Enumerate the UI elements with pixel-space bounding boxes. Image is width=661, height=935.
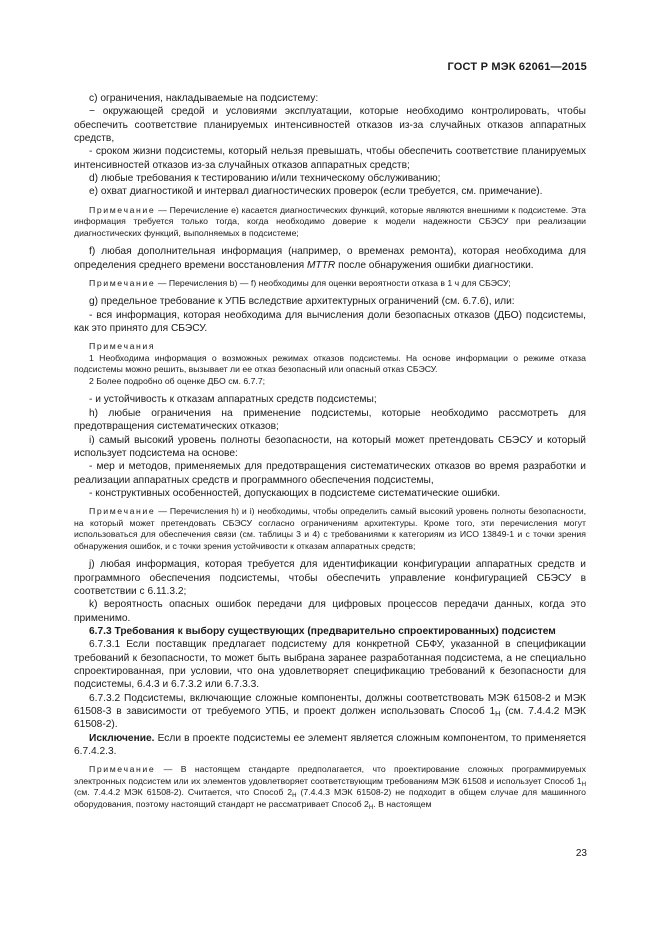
item-i: i) самый высокий уровень полноты безопасности, на который может претендовать СБЭСУ и который использует подсистема на основе: <box>74 434 586 459</box>
item-e: е) охват диагностикой и интервал диагностических проверок (если требуется, см. примечание). <box>89 186 543 198</box>
item-f: f) любая дополнительная информация (например, о временах ремонта), которая необходима для определения среднего времени восстановления MTTR после обнаружения ошибки диагностики. <box>74 246 586 271</box>
item-i-measures: - мер и методов, применяемых для предотвращения систематических отказов во время разработки и реализации аппаратных средств и программного обеспечения подсистемы, <box>74 461 586 486</box>
item-g-dbo: - вся информация, которая необходима для вычисления доли безопасных отказов (ДБО) подсистемы, как это принято для СБЭСУ. <box>74 309 586 335</box>
exception-para: Исключение. Если в проекте подсистемы ее элемент является сложным компонентом, то применяется 6.7.4.2.3. <box>74 732 586 758</box>
notes-heading: Примечания <box>89 341 156 352</box>
item-c-environment: − окружающей средой и условиями эксплуатации, которые необходимо контролировать, чтобы обеспечить соответствие планируемых интенсивностей отказов из-за случайных отказов аппаратных средств, <box>74 106 586 145</box>
notes-item-2: 2 Более подробно об оценке ДБО см. 6.7.7; <box>89 375 266 386</box>
mttr-term: MTTR <box>306 259 336 271</box>
hw-fault-tolerance: - и устойчивость к отказам аппаратных средств подсистемы; <box>89 394 377 406</box>
note-1: Примечание — Перечисление е) касается диагностических функций, которые являются внешними к подсистеме. Эта информация требуется только тогда, когда необходимо доверие к модели надежности СБЭСУ при реализации диагностических функций, выполняемых в подсистеме; <box>74 204 586 238</box>
item-d: d) любые требования к тестированию и/или техническому обслуживанию; <box>89 173 441 185</box>
item-i-design: - конструктивных особенностей, допускающих в подсистеме систематические ошибки. <box>89 487 501 499</box>
note-4: Примечание — В настоящем стандарте предполагается, что проектирование сложных программируемых электронных подсистем или их элементов удовлетворяет соответствующим требованиям МЭК 61508 и использует Способ $1_H$ (см. 7.4.4.2 МЭК 61508-2). Считается, что Способ $2_H$ (7.4.4.3 МЭК 61508-2) не подходит в общем случае для машинного оборудования, поэтому настоящий стандарт не рассматривает Способ $2_H$. В настоящем <box>74 764 586 811</box>
item-c: с) ограничения, накладываемые на подсистему: <box>89 93 319 104</box>
notes-item-1: 1 Необходима информация о возможных режимах отказов подсистемы. На основе информации о режиме отказа подсистемы можно решить, вызывает ли ее отказ безопасный или опасный отказ СБЭСУ. <box>74 352 586 375</box>
section-673-heading: 6.7.3 Требования к выбору существующих (предварительно спроектированных) подсистем <box>89 625 556 637</box>
note-label: Примечание <box>89 764 156 775</box>
item-c-lifetime: - сроком жизни подсистемы, который нельзя превышать, чтобы обеспечить соответствие планируемых интенсивностей отказов из-за случайных отказов аппаратных средств; <box>74 146 586 171</box>
page-body <box>74 92 586 810</box>
exception-label: Исключение. <box>89 732 155 744</box>
item-k: k) вероятность опасных ошибок передачи для цифровых процессов передачи данных, когда это применимо. <box>74 599 586 624</box>
para-6732: 6.7.3.2 Подсистемы, включающие сложные компоненты, должны соответствовать МЭК 61508-2 и МЭК 61508-3 в зависимости от требуемого УПБ, и проект должен использовать Способ $1_H$ (см. 7.4.4.2 МЭК 61508-2). <box>74 692 586 731</box>
note-2: Примечание — Перечисления b) — f) необходимы для оценки вероятности отказа в 1 ч для СБЭСУ; <box>89 277 511 288</box>
note-label: Примечание <box>89 506 156 517</box>
standard-header: ГОСТ Р МЭК 62061—2015 <box>447 61 587 73</box>
note-label: Примечание <box>89 277 156 288</box>
para-6731: 6.7.3.1 Если поставщик предлагает подсистему для конкретной СБФУ, указанной в спецификации требований к безопасности, то может быть выбрана заранее разработанная подсистема, а не специально спроектированная, при условии, что она удовлетворяет спецификацию требований к безопасности для подсистемы, 6.4.3 и 6.7.3.2 или 6.7.3.3. <box>74 639 586 691</box>
page-number: 23 <box>575 848 587 859</box>
item-j: j) любая информация, которая требуется для идентификации конфигурации аппаратных средств и программного обеспечения подсистемы, чтобы обеспечить управление конфигурацией СБЭСУ в соответствии с 6.11.3.2; <box>74 559 586 597</box>
item-h: h) любые ограничения на применение подсистемы, которые необходимо рассмотреть для предотвращения систематических отказов; <box>74 407 586 433</box>
note-3: Примечание — Перечисления h) и i) необходимы, чтобы определить самый высокий уровень полноты безопасности, на который может претендовать СБЭСУ согласно ограничениям архитектуры. Кроме того, эти перечисления могут использоваться для обеспечения связи (см. таблицы 3 и 4) с требованиями к категориям из ИСО 13849-1 и с точки зрения обнаружения ошибок, и с точки зрения устойчивости к отказам аппаратных средств; <box>74 506 587 551</box>
item-g: g) предельное требование к УПБ вследствие архитектурных ограничений (см. 6.7.6), или: <box>89 296 515 308</box>
note-label: Примечание <box>89 204 156 215</box>
